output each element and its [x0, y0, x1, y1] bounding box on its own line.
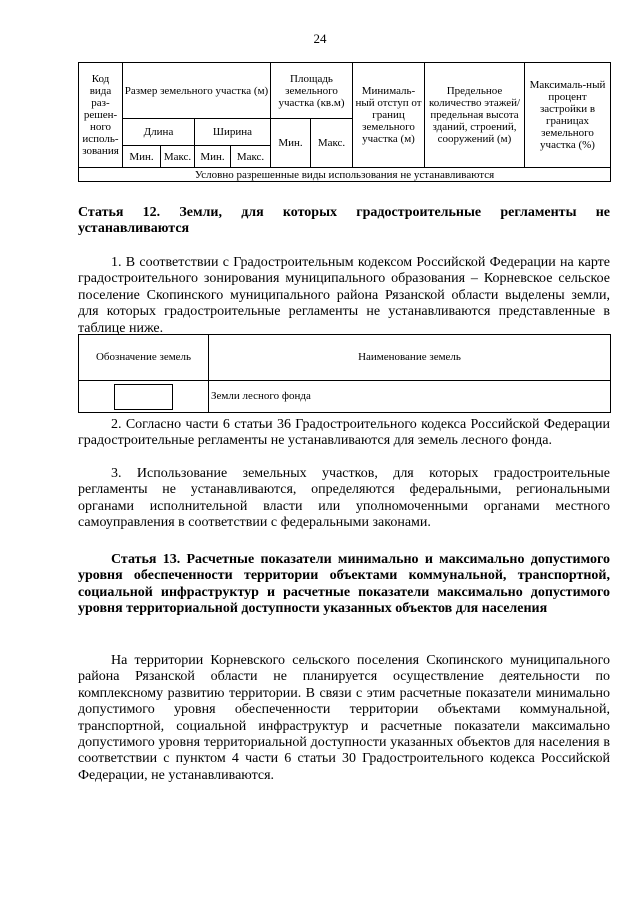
article-12-heading: Статья 12. Земли, для которых градостроительные регламенты не устанавливаются [78, 205, 610, 237]
header-width-max: Макс. [231, 146, 271, 168]
header-length-max: Макс. [161, 146, 195, 168]
header-setback: Минималь-ный отступ от границ земельного участка (м) [353, 63, 425, 168]
header-size: Размер земельного участка (м) [123, 63, 271, 119]
lands-header-name: Наименование земель [209, 335, 611, 381]
lands-header-designation: Обозначение земель [79, 335, 209, 381]
header-floors: Предельное количество этажей/ предельная высота зданий, строений, сооружений (м) [425, 63, 525, 168]
header-area: Площадь земельного участка (кв.м) [271, 63, 353, 119]
header-area-min: Мин. [271, 119, 311, 168]
header-width: Ширина [195, 119, 271, 146]
header-length: Длина [123, 119, 195, 146]
article-12-paragraph-1: 1. В соответствии с Градостроительным кодексом Российской Федерации на карте градостроительного зонирования муниципального образования – Корневское сельское поселение Скопинского муниципального района Рязанской области выделены земли, для которых градостроительные регламенты не устанавливаются представленные в таблице ниже. [78, 255, 610, 336]
table-note: Условно разрешенные виды использования не устанавливаются [79, 168, 611, 182]
header-width-min: Мин. [195, 146, 231, 168]
lands-row-name: Земли лесного фонда [209, 381, 611, 413]
page-number: 24 [313, 31, 327, 46]
header-coverage: Максималь-ный процент застройки в границах земельного участка (%) [525, 63, 611, 168]
lands-swatch-cell [79, 381, 209, 413]
article-13-heading: Статья 13. Расчетные показатели минимально и максимально допустимого уровня обеспеченности территории объектами коммунальной, транспортной, социальной инфраструктур и расчетные показатели максимально допустимого уровня территориальной доступности указанных объектов для населения [78, 552, 610, 617]
forest-land-swatch [114, 384, 173, 410]
article-12-paragraph-3: 3. Использование земельных участков, для которых градостроительные регламенты не устанавливаются, определяются федеральными, региональными органами исполнительной власти или уполномоченными органами местного самоуправления в соответствии с федеральными законами. [78, 466, 610, 531]
regulation-table [78, 62, 611, 182]
header-area-max: Макс. [311, 119, 353, 168]
lands-table [78, 334, 611, 413]
article-12-paragraph-2: 2. Согласно части 6 статьи 36 Градостроительного кодекса Российской Федерации градостроительные регламенты не устанавливаются для земель лесного фонда. [78, 417, 610, 449]
header-code: Код вида раз-решен-ного исполь-зования [79, 63, 123, 168]
header-length-min: Мин. [123, 146, 161, 168]
article-13-paragraph: На территории Корневского сельского поселения Скопинского муниципального района Рязанской области не планируется осуществление деятельности по комплексному развитию территории. В связи с этим расчетные показатели минимально допустимого уровня обеспеченности территории объектами коммунальной, транспортной, социальной инфраструктур и расчетные показатели максимально допустимого уровня территориальной доступности указанных объектов для населения в соответствии с пунктом 4 части 6 статьи 30 Градостроительного кодекса Российской Федерации, не устанавливаются. [78, 653, 610, 783]
